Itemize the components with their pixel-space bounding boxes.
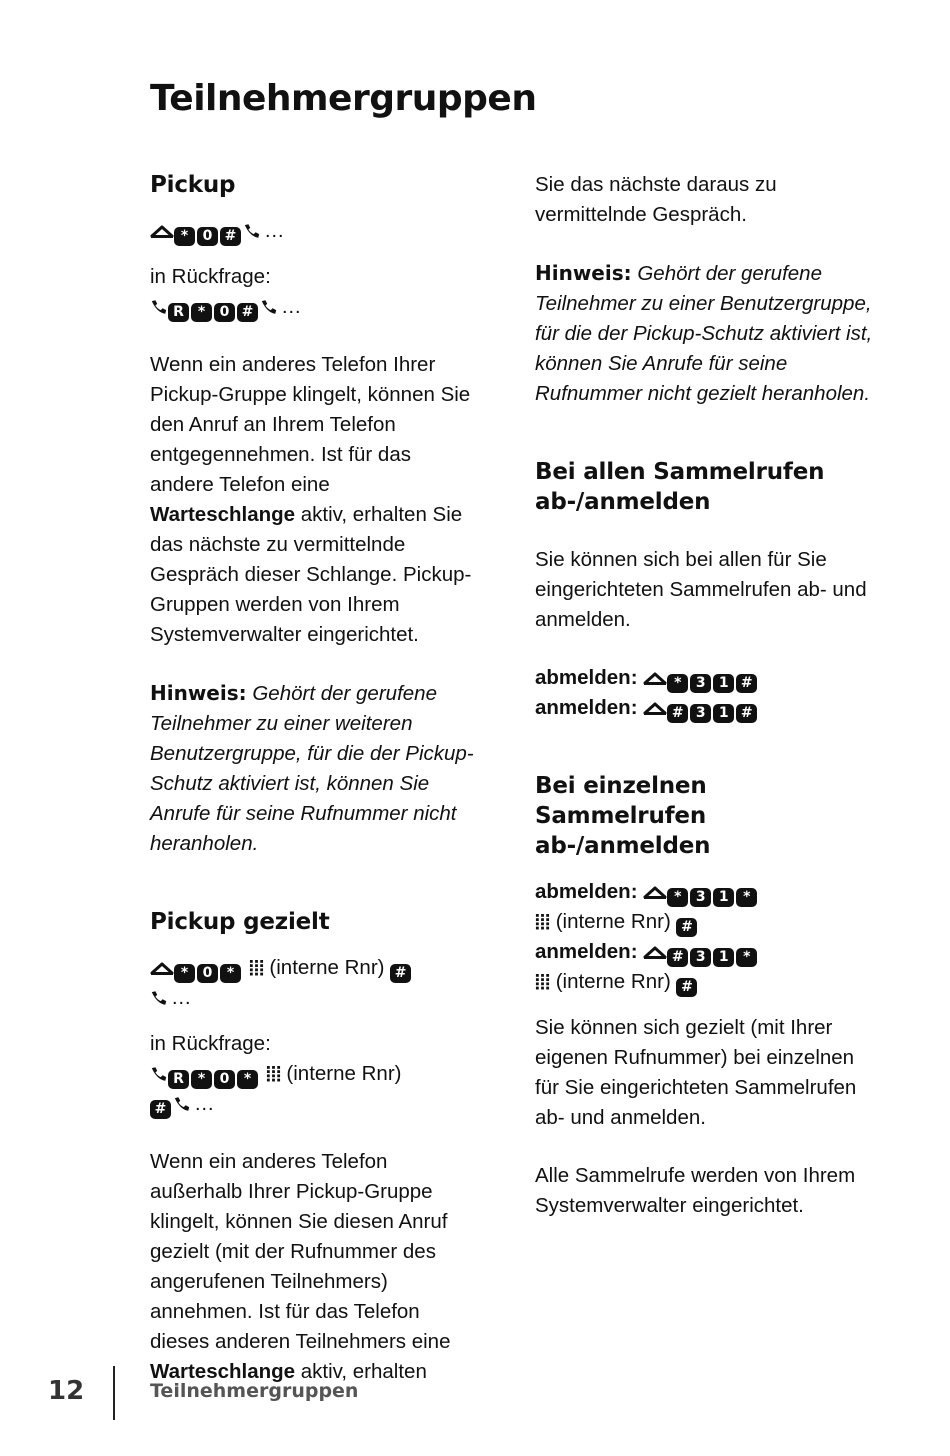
key-1: 1: [713, 888, 734, 907]
key-hash: #: [676, 978, 697, 997]
pickup-gezielt-body-bold: Warteschlange: [150, 1360, 296, 1383]
alle-sammelrufe-heading: Bei allen Sammelrufen ab-/anmelden: [535, 459, 825, 515]
pickup-body-text-2: aktiv, erhalten Sie das nächste zu vermittelnde Gespräch dieser Schlange. Pickup-Gruppen werden von Ihrem Systemverwalter eingerichtet.: [150, 503, 472, 646]
einzelne-anmelden-sequence: [535, 937, 875, 967]
hint-text: Gehört der gerufene Teilnehmer zu einer Benutzergruppe, für die der Pickup-Schutz aktiviert ist, können Sie Anrufe für seine Rufnummer nicht gezielt heranholen.: [535, 262, 873, 405]
pickup-gezielt-body-text-2: aktiv, erhalten: [295, 1360, 427, 1383]
alle-anmelden-sequence: [535, 693, 875, 723]
offhook-icon: [643, 700, 667, 716]
key-1: 1: [713, 704, 734, 723]
key-3: 3: [690, 888, 711, 907]
key-1: 1: [713, 674, 734, 693]
pickup-gezielt-key-sequence-end: [150, 983, 480, 1013]
anmelden-label: anmelden:: [535, 940, 638, 963]
key-hash: #: [237, 303, 258, 322]
key-hash: #: [390, 964, 411, 983]
sammelrufe-systemverwalter-text: Alle Sammelrufe werden von Ihrem Systemverwalter eingerichtet.: [535, 1164, 856, 1217]
offhook-icon: [150, 223, 174, 239]
key-3: 3: [690, 674, 711, 693]
key-hash: #: [676, 918, 697, 937]
footer-section-title: Teilnehmergruppen: [150, 1380, 359, 1402]
hint-label: Hinweis:: [535, 261, 632, 285]
alle-abmelden-sequence: [535, 663, 875, 693]
rueckfrage-label: in Rückfrage:: [150, 1032, 271, 1055]
page-title: Teilnehmergruppen: [150, 78, 537, 119]
key-0: 0: [214, 303, 235, 322]
key-hash: #: [736, 674, 757, 693]
key-1: 1: [713, 948, 734, 967]
page-number: 12: [48, 1376, 85, 1406]
pickup-gezielt-body: [150, 1147, 480, 1387]
continuation-text: Sie das nächste daraus zu vermittelnde Gespräch.: [535, 173, 777, 226]
key-hash: #: [736, 704, 757, 723]
pickup-body-text: Wenn ein anderes Telefon Ihrer Pickup-Gruppe klingelt, können Sie den Anruf an Ihrem Telefon entgegennehmen. Ist für das andere Telefon eine: [150, 353, 471, 496]
offhook-icon: [643, 670, 667, 686]
key-0: 0: [197, 964, 218, 983]
key-hash: #: [150, 1100, 171, 1119]
pickup-body-bold: Warteschlange: [150, 503, 296, 526]
einzelne-anmelden-sequence-end: [535, 967, 875, 997]
right-column: [535, 170, 875, 1221]
gezielt-hint: [535, 258, 875, 409]
key-star: *: [736, 888, 757, 907]
key-star: *: [174, 227, 195, 246]
pickup-gezielt-rueckfrage-sequence-end: [150, 1089, 480, 1119]
key-star: *: [220, 964, 241, 983]
interne-rnr-label: (interne Rnr): [286, 1062, 402, 1085]
einzelne-abmelden-sequence-end: [535, 907, 875, 937]
key-star: *: [174, 964, 195, 983]
keypad-icon: [535, 973, 550, 990]
key-0: 0: [197, 227, 218, 246]
interne-rnr-label: (interne Rnr): [269, 956, 385, 979]
ellipsis: …: [194, 1092, 215, 1115]
key-3: 3: [690, 704, 711, 723]
pickup-gezielt-rueckfrage-sequence: [150, 1059, 480, 1089]
pickup-heading: Pickup: [150, 172, 236, 198]
key-star: *: [736, 948, 757, 967]
key-0: 0: [214, 1070, 235, 1089]
left-column: [150, 170, 480, 1387]
ellipsis: …: [264, 219, 285, 242]
abmelden-label: abmelden:: [535, 666, 638, 689]
key-star: *: [237, 1070, 258, 1089]
ellipsis: …: [171, 986, 192, 1009]
pickup-gezielt-body-text: Wenn ein anderes Telefon außerhalb Ihrer Pickup-Gruppe klingelt, können Sie diesen Anruf gezielt (mit der Rufnummer des angerufenen Teilnehmers) annehmen. Ist für das Telefon dieses anderen Teilnehmers eine: [150, 1150, 451, 1353]
key-hash: #: [667, 948, 688, 967]
pickup-hint: [150, 678, 480, 859]
hint-label: Hinweis:: [150, 681, 247, 705]
einzelne-sammelrufe-heading: Bei einzelnen Sammelrufen ab-/anmelden: [535, 773, 711, 859]
keypad-icon: [535, 913, 550, 930]
alle-sammelrufe-text: Sie können sich bei allen für Sie eingerichteten Sammelrufen ab- und anmelden.: [535, 548, 867, 631]
key-hash: #: [220, 227, 241, 246]
key-star: *: [191, 303, 212, 322]
hint-text: Gehört der gerufene Teilnehmer zu einer weiteren Benutzergruppe, für die der Pickup-Schutz aktiviert ist, können Sie Anrufe für seine Rufnummer nicht heranholen.: [150, 682, 474, 855]
key-3: 3: [690, 948, 711, 967]
interne-rnr-label: (interne Rnr): [555, 970, 671, 993]
talk-icon: [173, 1095, 191, 1112]
key-star: *: [667, 674, 688, 693]
key-r: R: [168, 303, 189, 322]
interne-rnr-label: (interne Rnr): [555, 910, 671, 933]
offhook-icon: [643, 944, 667, 960]
anmelden-label: anmelden:: [535, 696, 638, 719]
talk-icon: [243, 222, 261, 239]
ellipsis: …: [281, 295, 302, 318]
talk-icon: [150, 298, 168, 315]
keypad-icon: [249, 959, 264, 976]
key-r: R: [168, 1070, 189, 1089]
offhook-icon: [643, 884, 667, 900]
pickup-gezielt-key-sequence: [150, 953, 480, 983]
pickup-key-sequence: [150, 216, 480, 246]
talk-icon: [260, 298, 278, 315]
einzelne-abmelden-sequence: [535, 877, 875, 907]
key-hash: #: [667, 704, 688, 723]
keypad-icon: [266, 1065, 281, 1082]
pickup-body: [150, 350, 480, 650]
einzelne-sammelrufe-text: Sie können sich gezielt (mit Ihrer eigenen Rufnummer) bei einzelnen für Sie eingerichteten Sammelrufen ab- und anmelden.: [535, 1016, 857, 1129]
talk-icon: [150, 989, 168, 1006]
pickup-rueckfrage-sequence: [150, 292, 480, 322]
abmelden-label: abmelden:: [535, 880, 638, 903]
footer-divider: [113, 1366, 115, 1420]
rueckfrage-label: in Rückfrage:: [150, 265, 271, 288]
talk-icon: [150, 1065, 168, 1082]
key-star: *: [667, 888, 688, 907]
key-star: *: [191, 1070, 212, 1089]
offhook-icon: [150, 960, 174, 976]
pickup-gezielt-heading: Pickup gezielt: [150, 909, 330, 935]
